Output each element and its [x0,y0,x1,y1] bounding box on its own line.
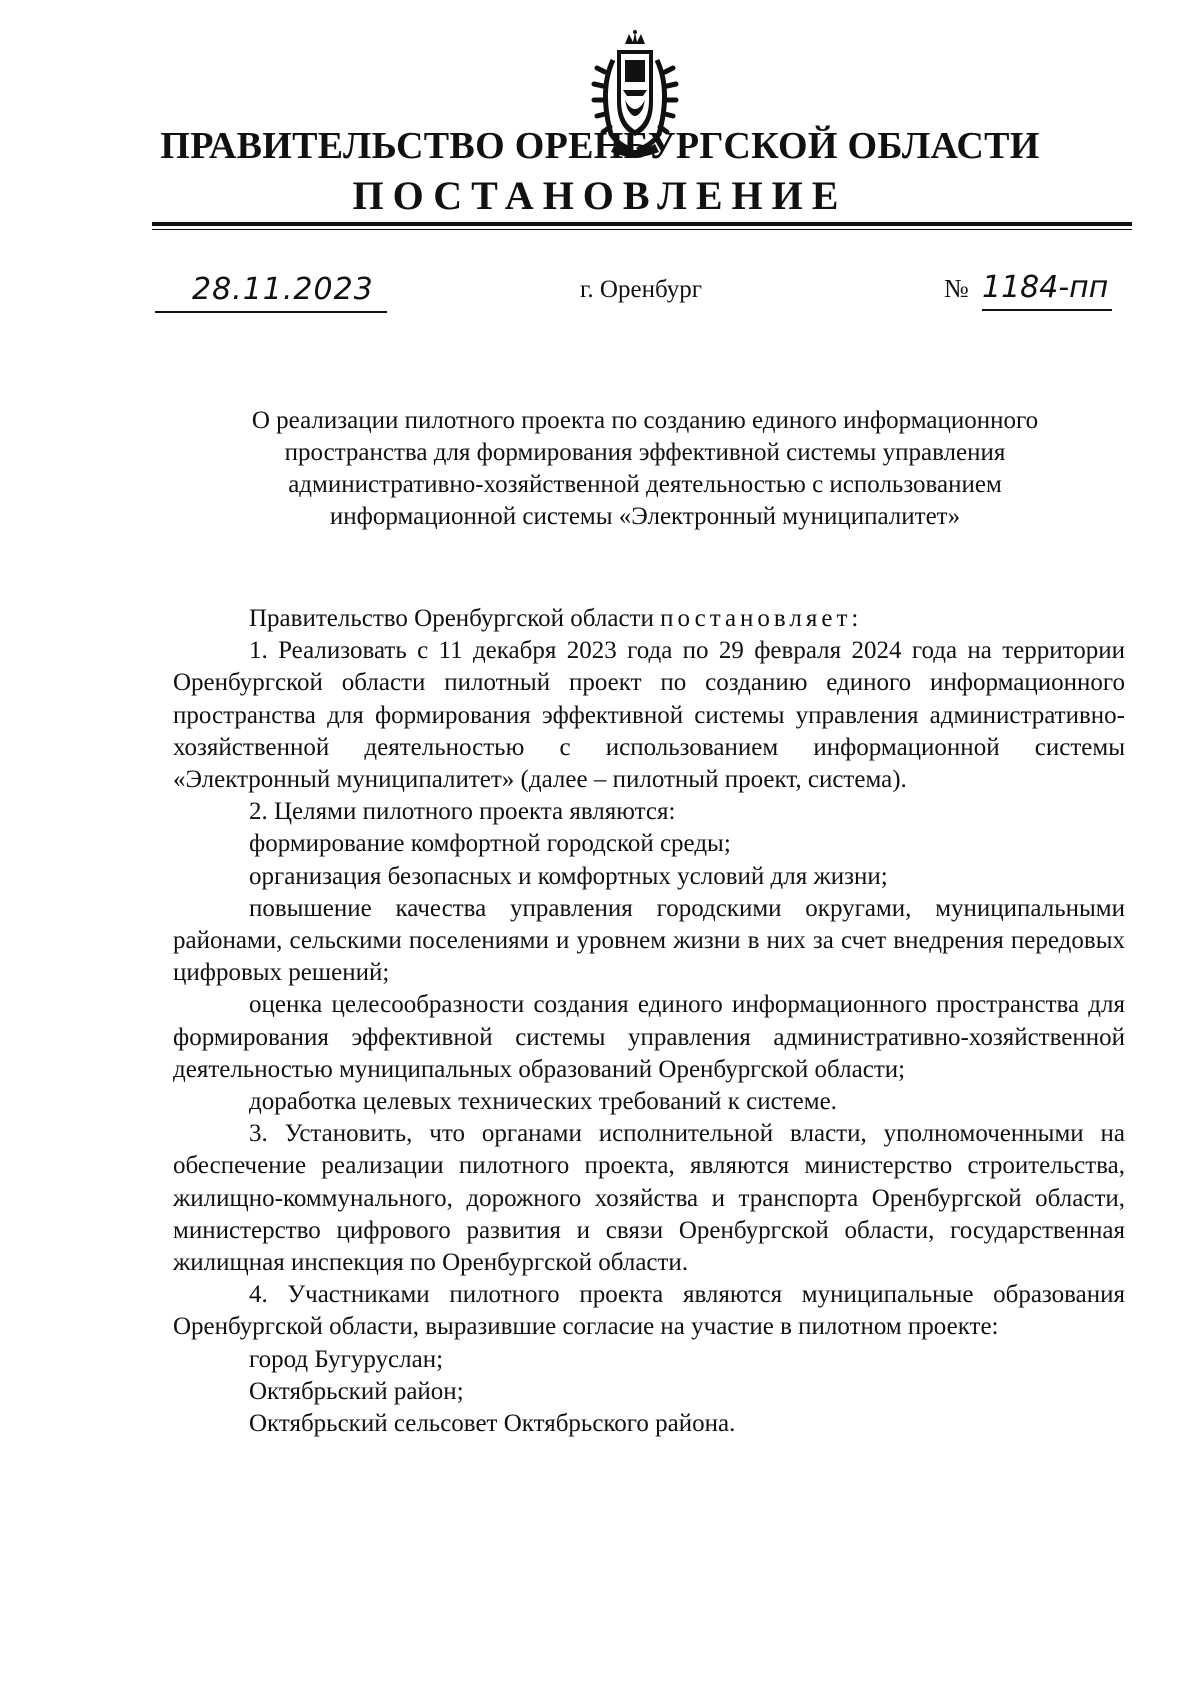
document-subject [180,405,1110,533]
intro-paragraph [173,603,1125,635]
header-rule-thick [152,222,1132,226]
document-body [173,603,1125,1440]
number-sign: № [944,274,969,303]
body-paragraph: организация безопасных и комфортных условий для жизни; [249,862,888,890]
subject-line: пространства для формирования эффективной системы управления [284,439,1006,466]
number-underline [982,309,1112,311]
body-paragraph: 1. Реализовать с 11 декабря 2023 года по 29 февраля 2024 года на территории Оренбургской области пилотный проект по созданию единого информационного пространства для формирования эффективной системы управления административно-хозяйственной деятельностью с использованием информационной системы «Электронный муниципалитет» (далее – пилотный проект, система). [173,637,1125,794]
body-paragraph: 3. Установить, что органами исполнительной власти, уполномоченными на обеспечение реализации пилотного проекта, являются министерство строительства, жилищно-коммунального, дорожного хозяйства и транспорта Оренбургской области, министерство цифрового развития и связи Оренбургской области, государственная жилищная инспекция по Оренбургской области. [173,1120,1125,1277]
intro-verb: постановляет: [660,605,863,632]
body-paragraph: формирование комфортной городской среды; [249,830,731,858]
body-paragraph: Октябрьский сельсовет Октябрьского района. [249,1410,736,1438]
body-paragraph: 2. Целями пилотного проекта являются: [249,798,676,826]
body-paragraph: доработка целевых технических требований к системе. [249,1088,837,1116]
document-city: г. Оренбург [580,276,702,303]
body-paragraph: 4. Участниками пилотного проекта являются муниципальные образования Оренбургской области, выразившие согласие на участие в пилотном проекте: [173,1281,1125,1341]
body-paragraph: повышение качества управления городскими округами, муниципальными районами, сельскими поселениями и уровнем жизни в них за счет внедрения передовых цифровых решений; [173,894,1125,987]
subject-line: О реализации пилотного проекта по созданию единого информационного [251,407,1039,434]
body-paragraph: оценка целесообразности создания единого информационного пространства для формирования эффективной системы управления административно-хозяйственной деятельностью муниципальных образований Оренбургской области; [173,991,1125,1083]
subject-line: информационной системы «Электронный муниципалитет» [329,503,961,530]
document-type: ПОСТАНОВЛЕНИЕ [352,173,848,218]
body-paragraph: город Бугуруслан; [249,1345,444,1373]
document-number: 1184-пп [982,270,1109,305]
date-underline [155,311,387,313]
subject-line: административно-хозяйственной деятельностью с использованием [288,471,1002,498]
intro-prefix: Правительство Оренбургской области [249,605,661,632]
document-date: 28.11.2023 [192,272,374,307]
government-title: ПРАВИТЕЛЬСТВО ОРЕНБУРГСКОЙ ОБЛАСТИ [160,125,1040,167]
header-rule-thin [152,229,1132,230]
body-paragraph: Октябрьский район; [249,1377,464,1405]
